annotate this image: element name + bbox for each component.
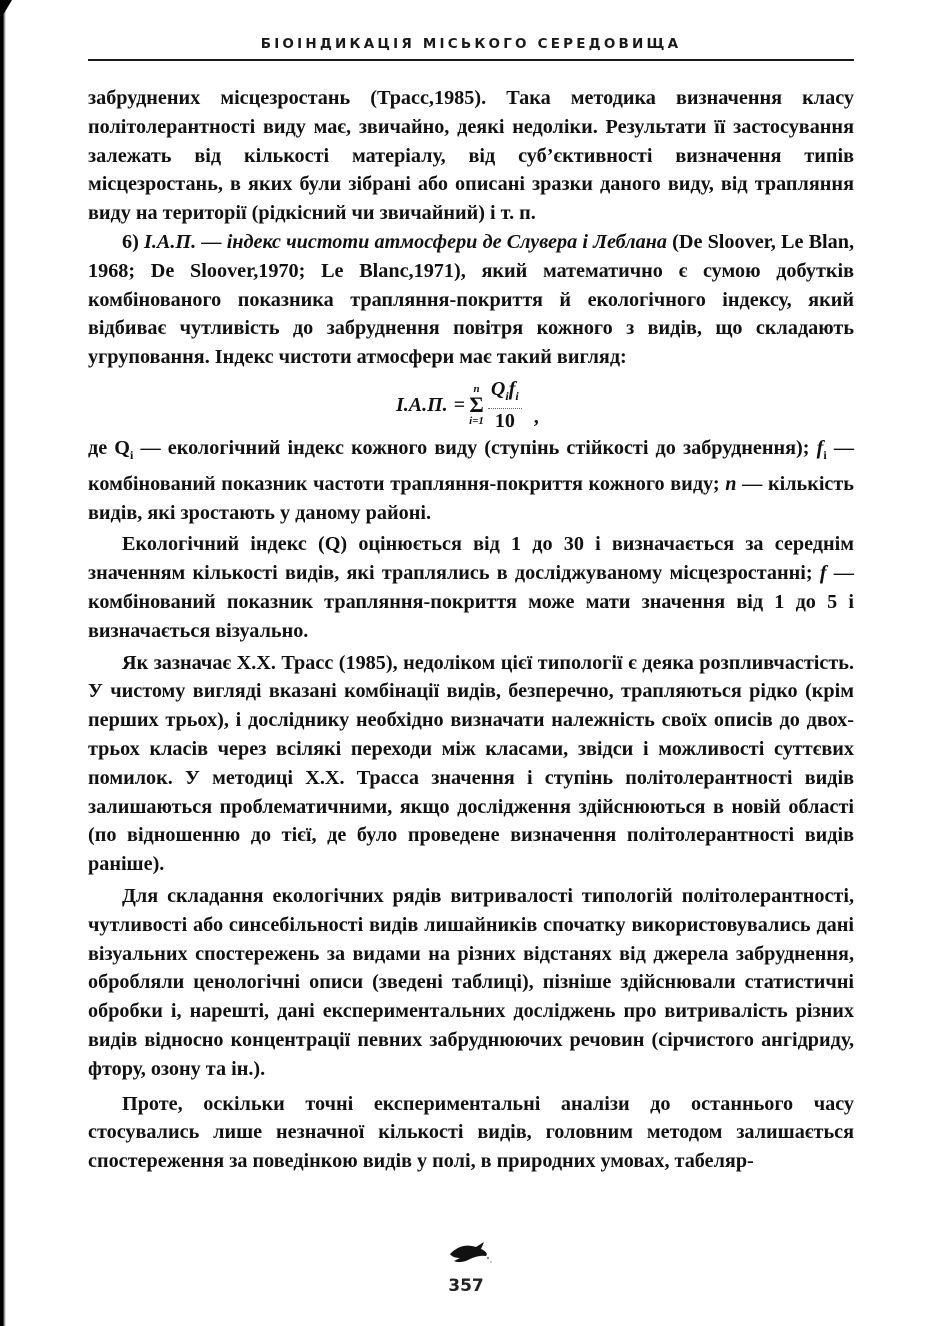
fraction-denominator: 10 <box>494 409 515 432</box>
numerator-q: Q <box>490 377 506 400</box>
sum-upper-limit: n <box>473 382 480 395</box>
running-header: БІОІНДИКАЦІЯ МІСЬКОГО СЕРЕДОВИЩА <box>260 36 682 52</box>
paragraph-4 <box>88 530 854 645</box>
p3-symbol-f: f <box>816 436 824 459</box>
paragraph-5: Як зазначає Х.Х. Трасс (1985), недоліком цієї типології є деяка розпливчастість. У чистому вигляді вказані комбінації видів, безперечно, трапляються рідко (крім перших трьох), і досліднику необхідно визначати належність своїх описів до двох-трьох класів через всілякі переходи між класами, звідси і можливості суттєвих помилок. У методиці Х.Х. Трасса значення і ступінь політолерантності видів залишаються проблематичними, якщо дослідження здійснюються в новій області (по відношенню до тієї, де було проведене визначення політолерантності видів раніше). <box>88 651 854 876</box>
sum-operator <box>469 383 484 427</box>
numerator-f: f <box>508 377 516 400</box>
paragraph-7: Проте, оскільки точні експериментальні аналізи до останнього часу стосувались лише незначної кількості видів, головним методом залишається спостереження за поведінкою видів у полі, в природних умовах, табеляр- <box>88 1092 854 1173</box>
formula-comma: , <box>533 406 539 429</box>
paragraph-6: Для складання екологічних рядів витривалості типологій політолерантності, чутливості або синсебільності видів лишайників спочатку використовувались дані візуальних спостережень за видами на різних відстанях від джерела забруднення, обробляли ценологічні описи (зведені таблиці), пізніше здійснювали статистичні обробки і, нарешті, дані експериментальних досліджень про витривалість різних видів відносно концентрації певних забруднюючих речовин (сірчистого ангідриду, фтору, озону та ін.). <box>88 884 854 1080</box>
paragraph-2-rest: (De Sloover, Le Blan, 1968; De Sloover,1970; Le Blanc,1971), який математично є сумою добутків комбінованого показника трапляння-покриття й екологічного індексу, який відбиває чутливість до забруднення повітря кожного з видів, що складають угруповання. Індекс чистоти атмосфери має такий вигляд: <box>88 230 855 369</box>
iap-formula <box>396 378 539 432</box>
bird-ornament-icon <box>436 1236 496 1268</box>
abbreviation: І.А.П. — <box>144 230 227 253</box>
numerator-q-subscript: i <box>505 388 509 403</box>
fraction-numerator <box>488 378 522 409</box>
p3-text-b: — екологічний індекс кожного виду (ступінь стійкості до забруднення); <box>133 436 817 459</box>
page-spine-edge <box>0 0 6 1326</box>
paragraph-1: забруднених місцезростань (Трасс,1985). Така методика визначення класу політолерантності виду має, звичайно, деякі недоліки. Результати її застосування залежать від кількості матеріалу, від суб’єктивності визначення типів місцезростань, в яких були зібрані або описані зразки даного виду, від трапляння виду на території (рідкісний чи звичайний) і т. п. <box>88 87 854 225</box>
list-marker: 6) <box>122 230 144 253</box>
p4-symbol-f: f <box>819 562 827 585</box>
formula-lhs: І.А.П. <box>396 393 448 416</box>
formula-equals: = <box>453 393 466 416</box>
p3-subscript-1: i <box>130 448 134 462</box>
paragraph-3 <box>88 434 854 527</box>
numerator-f-subscript: i <box>515 388 519 403</box>
p4-text-b: — комбінований показник трапляння-покриття може мати значення від 1 до 5 і визначається візуально. <box>88 562 854 642</box>
paragraph-2 <box>88 228 854 372</box>
p3-text-c: — комбінований показник частоти трапляння-покриття кожного виду; <box>88 436 855 495</box>
p3-subscript-2: i <box>823 448 827 462</box>
p4-text-a: Екологічний індекс (Q) оцінюється від 1 до 30 і визначається за середнім значенням кількості видів, які траплялись в досліджуваному місцезростанні; <box>88 533 854 585</box>
sum-lower-limit: i=1 <box>469 414 484 427</box>
page-number: 357 <box>448 1276 484 1296</box>
sigma-symbol: Σ <box>469 391 484 417</box>
p3-text-a: де Q <box>88 436 130 459</box>
header-rule <box>88 59 854 61</box>
formula-row <box>88 372 854 434</box>
formula-fraction <box>488 378 522 432</box>
spine-notch <box>0 0 12 14</box>
p3-symbol-n: n <box>725 472 737 495</box>
index-term: індекс чистоти атмосфери де Слувера і Леблана <box>226 230 667 253</box>
body-text <box>88 84 854 1176</box>
p3-text-d: — кількість видів, які зростають у даному районі. <box>88 472 854 524</box>
